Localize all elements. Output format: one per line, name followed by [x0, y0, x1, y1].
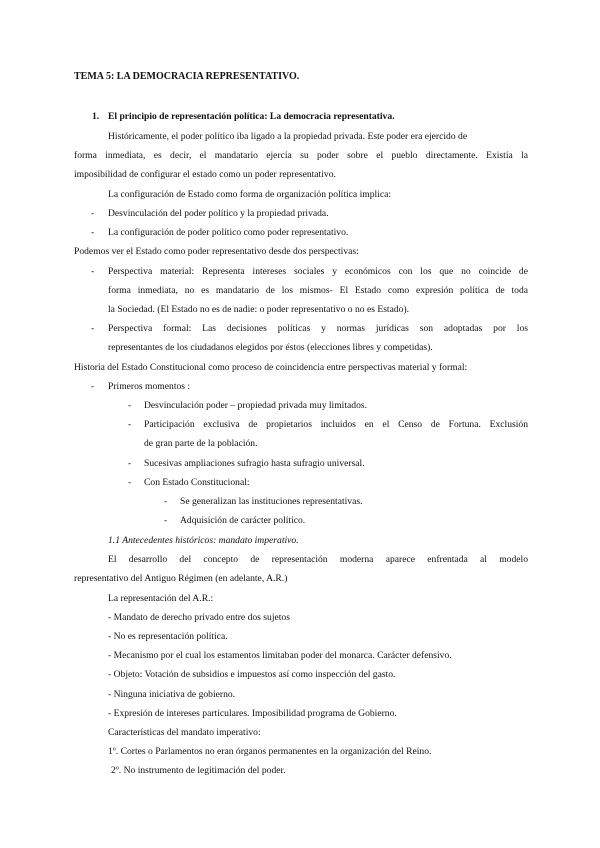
paragraph-line: imposibilidad de configurar el estado como un poder representativo. — [74, 169, 336, 180]
paragraph-line: Históricamente, el poder político iba ligado a la propiedad privada. Este poder era ejercido de — [108, 131, 468, 142]
list-bullet: - — [91, 266, 95, 277]
list-item: - Objeto: Votación de subsidios e impuestos así como inspección del gasto. — [108, 669, 396, 680]
sublist-item: Con Estado Constitucional: — [144, 477, 250, 488]
list-bullet: - — [128, 400, 132, 411]
list-item: - Expresión de intereses particulares. Imposibilidad programa de Gobierno. — [108, 708, 397, 719]
list-item: Desvinculación del poder político y la propiedad privada. — [108, 208, 329, 219]
paragraph-line: Historia del Estado Constitucional como proceso de coincidencia entre perspectivas material y formal: — [74, 362, 468, 373]
paragraph-line: La configuración de Estado como forma de organización política implica: — [108, 189, 392, 200]
list-bullet: - — [164, 496, 168, 507]
list-bullet: - — [128, 458, 132, 469]
list-item: Perspectiva material: Representa intereses sociales y económicos con los que no coincide de — [108, 266, 528, 277]
list-bullet: - — [128, 419, 132, 430]
list-bullet: - — [91, 208, 95, 219]
list-item-continuation: representantes de los ciudadanos elegidos por éstos (elecciones libres y competidas). — [108, 342, 433, 353]
section-heading: El principio de representación política: La democracia representativa. — [108, 111, 395, 122]
paragraph-line: El desarrollo del concepto de representación moderna aparece enfrentada al modelo — [108, 554, 528, 565]
list-item: La configuración de poder político como poder representativo. — [108, 227, 349, 238]
sublist-item: Desvinculación poder – propiedad privada muy limitados. — [144, 400, 367, 411]
list-bullet: - — [128, 477, 132, 488]
list-bullet: - — [91, 323, 95, 334]
sublist-item: Sucesivas ampliaciones sufragio hasta sufragio universal. — [144, 458, 365, 469]
list-item: Primeros momentos : — [108, 381, 191, 392]
sublist-item: Participación exclusiva de propietarios incluidos en el Censo de Fortuna. Exclusión — [144, 419, 528, 430]
subsection-heading: 1.1 Antecedentes históricos: mandato imperativo. — [108, 535, 299, 546]
list-bullet: - — [91, 381, 95, 392]
list-bullet: - — [164, 515, 168, 526]
list-bullet: - — [91, 227, 95, 238]
subsublist-item: Se generalizan las instituciones representativas. — [180, 496, 363, 507]
list-item: - Mandato de derecho privado entre dos sujetos — [108, 612, 290, 623]
list-item: - Mecanismo por el cual los estamentos limitaban poder del monarca. Carácter defensivo. — [108, 650, 452, 661]
sublist-item-continuation: de gran parte de la población. — [144, 438, 258, 449]
section-number: 1. — [92, 111, 100, 122]
paragraph-line: La representación del A.R.: — [108, 593, 214, 604]
list-item: 1º. Cortes o Parlamentos no eran órganos permanentes en la organización del Reino. — [108, 746, 432, 757]
list-item: - No es representación política. — [108, 631, 228, 642]
paragraph-line: Características del mandato imperativo: — [108, 727, 261, 738]
list-item-continuation: forma inmediata, no es mandatario de los mismos- El Estado como expresión política de toda — [108, 285, 528, 296]
subsublist-item: Adquisición de carácter político. — [180, 515, 306, 526]
list-item: Perspectiva formal: Las decisiones políticas y normas jurídicas son adoptadas por los — [108, 323, 528, 334]
list-item-continuation: la Sociedad. (El Estado no es de nadie: o poder representativo o no es Estado). — [108, 304, 410, 315]
list-item: - Ninguna iniciativa de gobierno. — [108, 689, 236, 700]
paragraph-line: Podemos ver el Estado como poder representativo desde dos perspectivas: — [74, 246, 359, 257]
list-item: 2º. No instrumento de legitimación del poder. — [111, 765, 286, 776]
paragraph-line: forma inmediata, es decir, el mandatario ejercía su poder sobre el pueblo directamente. Existía la — [74, 150, 528, 161]
paragraph-line: representativo del Antiguo Régimen (en adelante, A.R.) — [74, 573, 288, 584]
document-title: TEMA 5: LA DEMOCRACIA REPRESENTATIVO. — [74, 71, 300, 82]
